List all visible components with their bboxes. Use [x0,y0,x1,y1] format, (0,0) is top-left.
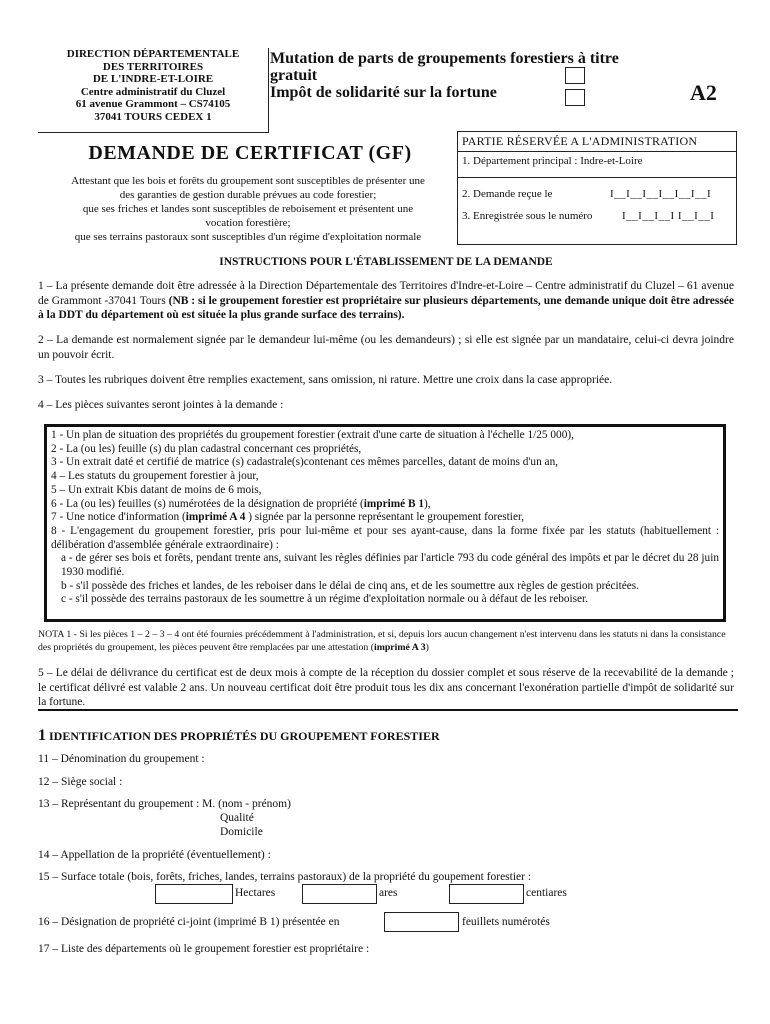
document-item: 1 - Un plan de situation des propriétés du groupement forestier (extrait d'une carte de situation à l'échelle 1/25 000), [51,429,574,441]
item-7-end: ) signée par la personne représentant le groupement forestier, [245,511,525,524]
admin-reserved-box [457,131,737,245]
section-1-heading [38,727,440,745]
instruction-1-note: (NB : si le groupement forestier est propriétaire sur plusieurs départements, une demande unique doit être adressée à la DDT du département où est située la plus grande surface des terrains). [38,294,735,321]
admin-received-label: 2. Demande reçue le [462,188,553,200]
feuillets-label: feuillets numérotés [462,916,550,928]
agency-address-block [38,48,269,133]
section-number: 1 [38,727,46,744]
field-11-label: 11 – Dénomination du groupement : [38,753,205,765]
instruction-1 [38,279,734,323]
document-subitem: c - s'il possède des terrains pastoraux de les soumettre à un régime d'exploitation normale ou à défaut de les reboiser. [61,593,589,606]
field-17-label: 17 – Liste des départements où le groupement forestier est propriétaire : [38,943,370,955]
attestation-line: que ses terrains pastoraux sont susceptibles d'un régime d'exploitation normale [74,231,422,243]
agency-line: 37041 TOURS CEDEX 1 [94,110,212,123]
purpose-line-1: Mutation de parts de groupements forestiers à titre [270,50,619,67]
field-13-domicile-label: Domicile [220,826,263,838]
attestation-line: Attestant que les bois et forêts du groupement sont susceptibles de présenter une [71,175,425,187]
item-6-end: ), [424,497,431,510]
document-item: 3 - Un extrait daté et certifié de matrice (s) cadastrale(s)contenant ces mêmes parcelles, datant de moins d'un an, [51,456,559,469]
admin-number-field[interactable]: I__I__I__I I__I__I [622,210,715,222]
attestation-line: que ses friches et landes sont susceptibles de reboisement et présentent une [82,203,414,215]
nota-end: ) [425,641,429,653]
ares-label: ares [379,887,398,899]
nota-text [38,629,738,654]
document-subitem: a - de gérer ses bois et forêts, pendant trente ans, suivant les règles définies par l'article 793 du code général des impôts et par le décret du 28 juin 1930 modifié. [61,552,719,579]
document-item: 8 - L'engagement du groupement forestier, pris pour lui-même et pour ses ayant-cause, dans la forme fixée par les statuts (habituellement : délibération d'assemblée générale extraordinaire) : [51,524,719,551]
item-7-form-ref: imprimé A 4 [185,511,246,524]
section-title: IDENTIFICATION DES PROPRIÉTÉS DU GROUPEMENT FORESTIER [49,729,440,743]
instructions-heading: INSTRUCTIONS POUR L'ÉTABLISSEMENT DE LA DEMANDE [219,256,553,268]
document-item [51,498,719,512]
field-16-label: 16 – Désignation de propriété ci-joint (imprimé B 1) présentée en [38,916,340,928]
attestation-text [38,174,458,244]
instruction-3: 3 – Toutes les rubriques doivent être remplies exactement, sans omission, ni rature. Mettre une croix dans la case appropriée. [38,374,613,386]
item-6-text: 6 - La (ou les) feuilles (s) numérotées de la désignation de propriété ( [51,497,364,510]
purpose-line-2: gratuit [270,67,318,84]
hectares-input[interactable] [155,884,233,904]
instruction-2: 2 – La demande est normalement signée par le demandeur lui-même (ou les demandeurs) ; si elle est signée par un mandataire, celui-ci devra joindre un pouvoir écrit. [38,334,734,361]
agency-line: DE L'INDRE-ET-LOIRE [92,73,214,85]
agency-line: 61 avenue Grammont – CS74105 [75,98,231,110]
feuillets-input[interactable] [384,912,459,932]
field-14-label: 14 – Appellation de la propriété (éventuellement) : [38,849,271,861]
instruction-1-text: 1 – La présente demande doit être adressée à la Direction Départementale des Territoires d'Indre-et-Loire – Centre administratif du Cluzel – 61 avenue de Grammont -37041 Tours [38,280,734,307]
admin-heading: PARTIE RÉSERVÉE A L'ADMINISTRATION [462,134,698,148]
instruction-4: 4 – Les pièces suivantes seront jointes à la demande : [38,399,284,411]
ares-input[interactable] [302,884,377,904]
field-12-label: 12 – Siège social : [38,776,123,788]
document-subitem: b - s'il possède des friches et landes, de les reboiser dans le délai de cinq ans, et de les soumettre aux règles de gestion précitées. [61,579,639,592]
field-13-label: 13 – Représentant du groupement : M. (nom - prénom) [38,798,291,810]
agency-line: Centre administratif du Cluzel [80,85,226,98]
document-item: 2 - La (ou les) feuille (s) du plan cadastral concernant ces propriétés, [51,442,362,455]
required-documents-box [44,424,726,622]
page-title: DEMANDE DE CERTIFICAT (GF) [88,142,412,164]
field-13-qualite-label: Qualité [220,812,254,824]
document-item: 5 – Un extrait Kbis datant de moins de 6 mois, [51,483,262,496]
admin-dates [458,177,736,238]
agency-line: DES TERRITOIRES [102,60,204,73]
field-15-label: 15 – Surface totale (bois, forêts, friches, landes, terrains pastoraux) de la propriété du goupement forestier : [38,871,532,883]
admin-number-label: 3. Enregistrée sous le numéro [462,210,593,222]
document-item [51,511,719,525]
item-6-form-ref: imprimé B 1 [363,497,424,510]
isf-checkbox[interactable] [565,89,585,106]
agency-line: DIRECTION DÉPARTEMENTALE [66,48,240,60]
document-item: 4 – Les statuts du groupement forestier à jour, [51,470,259,483]
admin-dept: 1. Département principal : Indre-et-Loire [458,151,736,177]
section-divider [38,709,738,711]
nota-body: NOTA 1 - Si les pièces 1 – 2 – 3 – 4 ont été fournies précédemment à l'administration, et si, depuis lors aucun changement n'est intervenu dans les statuts ni dans la consistance des propriétés du groupement, les pièces peuvent être remplacées par une attestation ( [38,629,726,653]
attestation-line: vocation forestière; [205,217,291,229]
purpose-line-3: Impôt de solidarité sur la fortune [270,84,497,101]
centiares-input[interactable] [449,884,524,904]
mutation-checkbox[interactable] [565,67,585,84]
nota-form-ref: imprimé A 3 [373,641,426,653]
form-code: A2 [690,80,717,105]
instruction-5: 5 – Le délai de délivrance du certificat est de deux mois à compte de la réception du dossier complet et sous réserve de la recevabilité de la demande ; le certificat délivré est valable 2 ans. Un nouveau certificat doit être produit tous les dix ans concernant l'exonération partielle d'impôt de solidarité sur la fortune. [38,667,734,708]
item-7-text: 7 - Une notice d'information ( [51,511,186,524]
form-purpose-block [270,50,740,101]
attestation-line: des garanties de gestion durable prévues au code forestier; [119,189,377,201]
admin-received-field[interactable]: I__I__I__I__I__I__I [610,188,712,200]
centiares-label: centiares [526,887,567,899]
hectares-label: Hectares [235,887,276,899]
